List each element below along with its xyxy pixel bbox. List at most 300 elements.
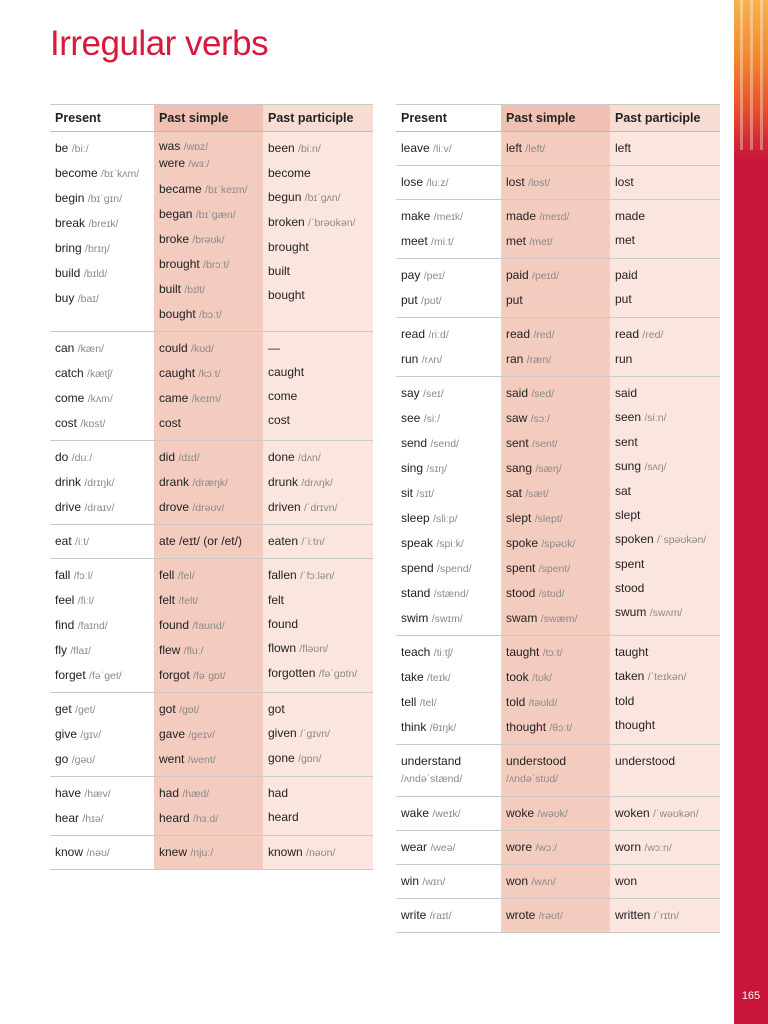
cell-past-simple	[501, 865, 610, 899]
verb-form	[615, 689, 715, 713]
verb-form	[401, 170, 496, 195]
verb-form	[401, 431, 496, 456]
verb-word: run	[401, 352, 419, 366]
verb-word: get	[55, 702, 72, 716]
pronunciation: /send/	[430, 438, 459, 450]
verb-form	[506, 801, 605, 826]
verb-form	[268, 384, 368, 408]
verb-word: —	[268, 341, 280, 355]
verb-word: go	[55, 752, 69, 766]
pronunciation: /raɪt/	[429, 910, 452, 922]
verb-form	[506, 136, 605, 161]
irregular-verbs-table-left	[50, 104, 373, 870]
pronunciation: /ˈrɪtn/	[653, 910, 680, 922]
verb-word: win	[401, 874, 420, 888]
verb-form	[615, 835, 715, 860]
verb-form	[401, 229, 496, 254]
pronunciation: /tel/	[419, 697, 437, 709]
verb-word: speak	[401, 536, 434, 550]
pronunciation: /sʌŋ/	[644, 461, 667, 473]
verb-form	[55, 136, 149, 161]
header-past-participle: Past participle	[610, 105, 720, 132]
verb-word: read	[506, 327, 531, 341]
pronunciation: /spəʊk/	[541, 538, 576, 550]
verb-form	[506, 481, 605, 506]
verb-form	[401, 288, 496, 313]
cell-past-simple	[501, 377, 610, 636]
page-number: 165	[741, 990, 761, 1002]
verb-form	[506, 556, 605, 581]
pronunciation: /spend/	[437, 563, 472, 575]
verb-word: left	[506, 141, 523, 155]
pronunciation: /ˈteɪkən/	[647, 671, 687, 683]
pronunciation: /hæd/	[182, 788, 210, 800]
verb-word: heard	[159, 811, 190, 825]
verb-word: break	[55, 216, 86, 230]
verb-form	[506, 229, 605, 254]
verb-word: bought	[268, 288, 305, 302]
verb-form	[506, 749, 605, 786]
pronunciation: /wʌn/	[531, 876, 556, 888]
pronunciation: /kʊd/	[191, 343, 214, 355]
verb-word: come	[268, 389, 298, 403]
verb-word: catch	[55, 366, 84, 380]
verb-form	[506, 456, 605, 481]
verb-word: woke	[506, 806, 535, 820]
verb-word: be	[55, 141, 69, 155]
cell-present	[50, 836, 154, 870]
verb-word: found	[268, 617, 299, 631]
cell-past-participle	[263, 777, 373, 836]
cell-past-simple	[154, 693, 263, 777]
verb-word: built	[268, 264, 291, 278]
pronunciation: /sɪt/	[416, 488, 435, 500]
verb-form	[401, 322, 496, 347]
verb-word: understand	[401, 754, 462, 768]
pronunciation: /siːn/	[644, 412, 667, 424]
verb-word: said	[506, 386, 529, 400]
pronunciation: /swʌm/	[649, 607, 683, 619]
verb-form	[401, 556, 496, 581]
verb-form	[506, 170, 605, 195]
verb-word: leave	[401, 141, 430, 155]
verb-word: told	[506, 695, 526, 709]
verb-form	[506, 322, 605, 347]
verb-word: fallen	[268, 568, 297, 582]
verb-word: became	[159, 182, 202, 196]
verb-form	[159, 781, 258, 806]
verb-form	[615, 170, 715, 194]
pronunciation: /brəʊk/	[192, 234, 225, 246]
verb-form	[615, 381, 715, 405]
verb-form	[159, 411, 258, 435]
verb-word: knew	[159, 845, 188, 859]
pronunciation: /iːt/	[75, 536, 90, 548]
verb-form	[268, 136, 368, 161]
verb-form	[506, 263, 605, 288]
verb-form	[615, 479, 715, 503]
verb-form	[401, 263, 496, 288]
pronunciation: /sɪŋ/	[426, 463, 448, 475]
pronunciation: /sent/	[532, 438, 558, 450]
pronunciation: /weə/	[430, 842, 456, 854]
verb-form	[268, 408, 368, 432]
verb-group-row	[50, 693, 373, 777]
pronunciation: /bɪˈɡɪn/	[87, 193, 123, 205]
verb-form	[55, 236, 149, 261]
verb-word: wrote	[506, 908, 536, 922]
verb-form	[159, 529, 258, 553]
verb-form	[55, 588, 149, 613]
cell-past-participle	[610, 797, 720, 831]
verb-word: take	[401, 670, 424, 684]
verb-word: forgotten	[268, 666, 316, 680]
verb-form	[55, 529, 149, 554]
pronunciation: /spiːk/	[436, 538, 464, 550]
decorative-stripe	[750, 0, 753, 150]
verb-form	[268, 161, 368, 185]
verb-form	[401, 801, 496, 826]
verb-form	[506, 715, 605, 740]
verb-group-row	[396, 636, 720, 745]
verb-word: sang	[506, 461, 533, 475]
verb-form	[159, 386, 258, 411]
verb-form	[615, 322, 715, 347]
verb-word: sent	[506, 436, 529, 450]
pronunciation: /drɪŋk/	[84, 477, 115, 489]
verb-form	[55, 386, 149, 411]
pronunciation: /miːt/	[431, 236, 454, 248]
verb-form	[615, 713, 715, 737]
verb-form	[159, 445, 258, 470]
verb-word: lost	[615, 175, 634, 189]
verb-word: had	[268, 786, 289, 800]
pronunciation: /ʌndəˈstʊd/	[506, 773, 559, 785]
irregular-verbs-table-right	[396, 104, 720, 933]
cell-present	[50, 777, 154, 836]
verb-form	[506, 406, 605, 431]
verb-word: woken	[615, 806, 650, 820]
verb-form	[268, 588, 368, 612]
cell-past-simple	[154, 559, 263, 693]
verb-word: find	[55, 618, 75, 632]
verb-form	[159, 697, 258, 722]
verb-word: caught	[268, 365, 305, 379]
verb-word: know	[55, 845, 84, 859]
cell-present	[396, 132, 501, 166]
pronunciation: /drʌŋk/	[301, 477, 333, 489]
verb-group-row	[396, 377, 720, 636]
header-past-simple: Past simple	[501, 105, 610, 132]
verb-form	[55, 747, 149, 772]
pronunciation: /liːv/	[433, 143, 452, 155]
pronunciation: /ˈspəʊkən/	[657, 534, 707, 546]
pronunciation: /dɪd/	[178, 452, 200, 464]
verb-word: stand	[401, 586, 431, 600]
verb-form	[268, 360, 368, 384]
pronunciation: /ˈfɔːlən/	[300, 570, 335, 582]
pronunciation: /lɒst/	[528, 177, 551, 189]
verb-word: come	[55, 391, 85, 405]
pronunciation: /dʌn/	[298, 452, 321, 464]
cell-past-participle	[610, 377, 720, 636]
verb-word: saw	[506, 411, 528, 425]
verb-form	[55, 186, 149, 211]
pronunciation: /ˈdrɪvn/	[304, 502, 338, 514]
verb-form	[268, 805, 368, 829]
verb-form	[55, 663, 149, 688]
pronunciation: /biːn/	[298, 143, 321, 155]
verb-form	[268, 470, 368, 495]
pronunciation: /swæm/	[540, 613, 578, 625]
verb-word: said	[615, 386, 638, 400]
verb-word: were	[159, 156, 186, 170]
verb-word: seen	[615, 410, 642, 424]
pronunciation: /bɪld/	[83, 268, 108, 280]
verb-word: came	[159, 391, 189, 405]
pronunciation: /siː/	[423, 413, 441, 425]
cell-past-simple	[501, 636, 610, 745]
verb-word: stood	[615, 581, 645, 595]
verb-form	[268, 840, 368, 865]
verb-form	[401, 531, 496, 556]
pronunciation: /peɪd/	[532, 270, 560, 282]
verb-form	[268, 563, 368, 588]
pronunciation: /bɪˈɡæn/	[195, 209, 236, 221]
verb-form	[55, 161, 149, 186]
verb-form	[159, 495, 258, 520]
pronunciation: /fɔːl/	[73, 570, 93, 582]
verb-form	[268, 661, 368, 686]
verb-word: read	[401, 327, 426, 341]
verb-word: become	[55, 166, 98, 180]
cell-past-simple	[501, 259, 610, 318]
verb-form	[55, 495, 149, 520]
verb-word: pay	[401, 268, 421, 282]
cell-past-simple	[501, 200, 610, 259]
pronunciation: /bɪˈkeɪm/	[205, 184, 248, 196]
cell-present	[396, 899, 501, 933]
verb-form	[268, 283, 368, 307]
verb-word: ran	[506, 352, 524, 366]
verb-form	[615, 869, 715, 893]
verb-word: fly	[55, 643, 67, 657]
verb-word: sat	[506, 486, 523, 500]
verb-word: been	[268, 141, 295, 155]
pronunciation: /wɒz/	[183, 141, 209, 153]
verb-word: done	[268, 450, 295, 464]
verb-word: made	[615, 209, 646, 223]
verb-form	[615, 136, 715, 160]
verb-form	[615, 600, 715, 625]
pronunciation: /θɔːt/	[549, 722, 573, 734]
verb-word: drink	[55, 475, 82, 489]
pronunciation: /riːd/	[428, 329, 449, 341]
verb-group-row	[50, 441, 373, 525]
verb-form	[401, 640, 496, 665]
pronunciation: /bɪˈkʌm/	[101, 168, 140, 180]
verb-form	[506, 531, 605, 556]
verb-form	[401, 456, 496, 481]
verb-form	[506, 835, 605, 860]
cell-past-simple	[501, 831, 610, 865]
cell-past-participle	[610, 745, 720, 797]
cell-past-participle	[610, 899, 720, 933]
verb-word: went	[159, 752, 185, 766]
pronunciation: /brɪŋ/	[85, 243, 110, 255]
cell-past-participle	[610, 318, 720, 377]
verb-word: could	[159, 341, 188, 355]
verb-word: sleep	[401, 511, 430, 525]
verb-form	[401, 665, 496, 690]
verb-form	[159, 840, 258, 865]
pronunciation: /keɪm/	[191, 393, 222, 405]
pronunciation: /fluː/	[183, 645, 204, 657]
verb-word: understood	[615, 754, 676, 768]
cell-present	[396, 745, 501, 797]
verb-word: wake	[401, 806, 430, 820]
pronunciation: /ɡeɪv/	[188, 729, 215, 741]
verb-word: put	[401, 293, 418, 307]
verb-word: wear	[401, 840, 428, 854]
pronunciation: /dræŋk/	[192, 477, 228, 489]
verb-word: drank	[159, 475, 190, 489]
verb-word: taken	[615, 669, 645, 683]
verb-word: gave	[159, 727, 186, 741]
verb-form	[159, 302, 258, 327]
verb-group-row	[50, 332, 373, 441]
verb-word: given	[268, 726, 297, 740]
cell-past-participle	[263, 441, 373, 525]
verb-form	[615, 576, 715, 600]
pronunciation: /njuː/	[190, 847, 214, 859]
pronunciation: /red/	[642, 329, 664, 341]
cell-past-simple	[154, 777, 263, 836]
verb-word: got	[159, 702, 176, 716]
cell-past-simple	[501, 166, 610, 200]
verb-form	[159, 157, 258, 171]
cell-past-participle	[610, 132, 720, 166]
verb-form	[615, 430, 715, 454]
verb-word: become	[268, 166, 311, 180]
verb-word: cost	[159, 416, 182, 430]
verb-word: worn	[615, 840, 642, 854]
verb-word: read	[615, 327, 640, 341]
verb-word: paid	[615, 268, 638, 282]
verb-word: stood	[506, 586, 536, 600]
pronunciation: /rʌn/	[421, 354, 443, 366]
verb-group-row	[396, 899, 720, 933]
pronunciation: /ˈbrəʊkən/	[308, 217, 356, 229]
verb-word: buy	[55, 291, 75, 305]
verb-form	[55, 840, 149, 865]
verb-form	[159, 563, 258, 588]
verb-word: felt	[268, 593, 285, 607]
verb-form	[268, 185, 368, 210]
pronunciation: /baɪ/	[77, 293, 99, 305]
verb-word: was	[159, 139, 181, 153]
verb-word: brought	[268, 240, 309, 254]
verb-form	[159, 588, 258, 613]
pronunciation: /biː/	[71, 143, 89, 155]
pronunciation: /sed/	[531, 388, 555, 400]
verb-form	[268, 746, 368, 771]
verb-word: put	[615, 292, 632, 306]
verb-word: swim	[401, 611, 429, 625]
verb-form	[615, 664, 715, 689]
verb-form	[55, 286, 149, 311]
verb-word: teach	[401, 645, 431, 659]
verb-form	[268, 445, 368, 470]
verb-word: met	[615, 233, 636, 247]
verb-word: run	[615, 352, 633, 366]
cell-present	[50, 332, 154, 441]
verb-word: spoke	[506, 536, 539, 550]
verb-form	[268, 721, 368, 746]
cell-past-participle	[610, 200, 720, 259]
pronunciation: /peɪ/	[423, 270, 445, 282]
verb-form	[268, 529, 368, 554]
verb-word: drive	[55, 500, 82, 514]
verb-word: drove	[159, 500, 190, 514]
pronunciation: /brɔːt/	[203, 259, 230, 271]
verb-form	[159, 227, 258, 252]
pronunciation: /sæŋ/	[535, 463, 562, 475]
verb-word: forgot	[159, 668, 190, 682]
verb-form	[615, 263, 715, 287]
pronunciation: /ɡəʊ/	[71, 754, 96, 766]
verb-form	[401, 869, 496, 894]
verb-word: think	[401, 720, 427, 734]
verb-form	[506, 606, 605, 631]
cell-past-simple	[501, 132, 610, 166]
pronunciation: /ræn/	[526, 354, 552, 366]
verb-form	[159, 252, 258, 277]
verb-word: gone	[268, 751, 295, 765]
verb-word: wore	[506, 840, 533, 854]
cell-present	[396, 865, 501, 899]
pronunciation: /hæv/	[84, 788, 111, 800]
verb-word: won	[506, 874, 529, 888]
verb-word: have	[55, 786, 82, 800]
verb-word: feel	[55, 593, 75, 607]
verb-form	[159, 806, 258, 831]
verb-form	[401, 903, 496, 928]
verb-form	[55, 638, 149, 663]
cell-present	[396, 797, 501, 831]
pronunciation: /tiːtʃ/	[433, 647, 453, 659]
pronunciation: /breɪk/	[88, 218, 119, 230]
verb-form	[401, 381, 496, 406]
header-past-simple: Past simple	[154, 105, 263, 132]
verb-form	[159, 470, 258, 495]
header-present: Present	[396, 105, 501, 132]
verb-word: flew	[159, 643, 181, 657]
verb-word: ate /eɪt/ (or /et/)	[159, 534, 242, 548]
verb-word: meet	[401, 234, 428, 248]
pronunciation: /wɪn/	[422, 876, 446, 888]
pronunciation: /ɡet/	[75, 704, 96, 716]
cell-present	[396, 166, 501, 200]
cell-present	[396, 377, 501, 636]
verb-word: left	[615, 141, 632, 155]
pronunciation: /bɪˈɡʌn/	[304, 192, 341, 204]
pronunciation: /ˈiːtn/	[301, 536, 325, 548]
cell-past-simple	[154, 836, 263, 870]
verb-form	[55, 411, 149, 436]
verb-word: brought	[159, 257, 200, 271]
pronunciation: /fəˈɡɒtn/	[318, 668, 358, 680]
